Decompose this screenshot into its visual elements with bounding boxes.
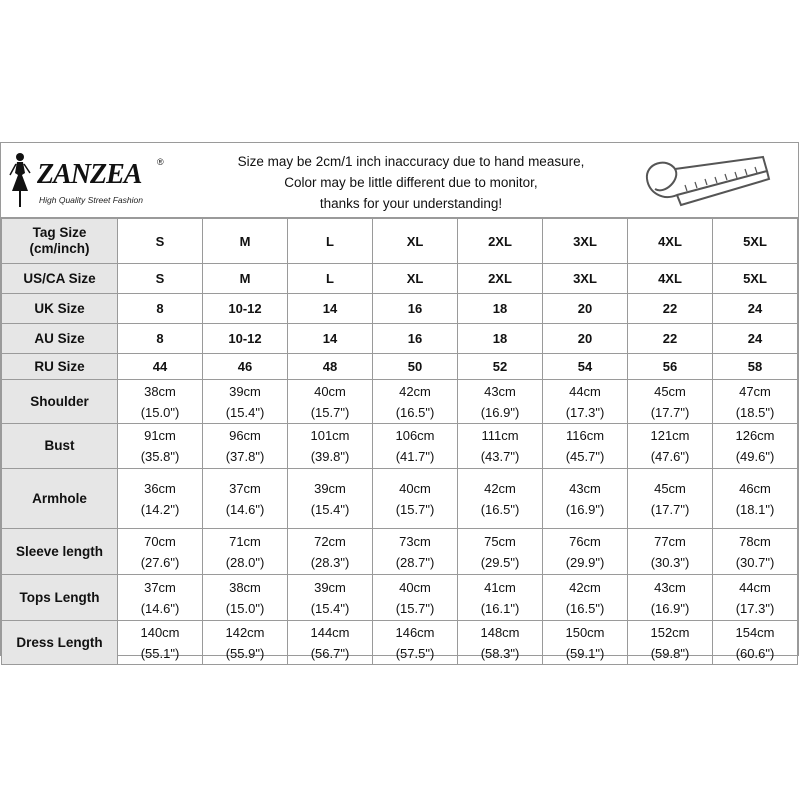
size-cell: 10-12 bbox=[203, 294, 288, 324]
inch-value: (17.7") bbox=[650, 404, 690, 420]
inch-value: (30.7") bbox=[735, 554, 775, 570]
measurement-cell bbox=[118, 424, 203, 469]
measurement-cell bbox=[713, 380, 798, 424]
cm-value: 106cm bbox=[395, 428, 435, 443]
inch-value: (15.0") bbox=[140, 404, 180, 420]
measurement-cell bbox=[373, 575, 458, 621]
inch-value: (15.7") bbox=[310, 404, 350, 420]
inch-value: (18.5") bbox=[735, 404, 775, 420]
measurement-cell bbox=[203, 621, 288, 665]
measurement-cell bbox=[458, 424, 543, 469]
inch-value: (43.7") bbox=[480, 449, 520, 464]
inch-value: (35.8") bbox=[140, 449, 180, 464]
cm-value: 42cm bbox=[484, 480, 516, 496]
cm-value: 75cm bbox=[484, 533, 516, 549]
row-label: RU Size bbox=[2, 354, 118, 380]
row-label: Sleeve length bbox=[2, 529, 118, 575]
measurement-cell bbox=[118, 380, 203, 424]
size-cell: 54 bbox=[543, 354, 628, 380]
measurement-cell bbox=[373, 424, 458, 469]
cm-value: 38cm bbox=[144, 383, 176, 399]
inch-value: (59.1") bbox=[565, 645, 605, 661]
cm-value: 148cm bbox=[480, 624, 520, 640]
brand-logo bbox=[7, 151, 167, 211]
inch-value: (16.5") bbox=[395, 404, 435, 420]
size-cell: 58 bbox=[713, 354, 798, 380]
measurement-cell bbox=[543, 529, 628, 575]
size-cell: 3XL bbox=[543, 219, 628, 264]
measurement-cell bbox=[203, 424, 288, 469]
inch-value: (14.6") bbox=[140, 600, 180, 616]
inch-value: (29.5") bbox=[480, 554, 520, 570]
inch-value: (14.2") bbox=[140, 501, 180, 517]
inch-value: (41.7") bbox=[395, 449, 435, 464]
inch-value: (28.0") bbox=[225, 554, 265, 570]
measurement-cell bbox=[628, 469, 713, 529]
measurement-cell bbox=[288, 575, 373, 621]
cm-value: 38cm bbox=[229, 579, 261, 595]
size-cell: 20 bbox=[543, 294, 628, 324]
size-row bbox=[2, 354, 798, 380]
measurement-cell bbox=[543, 380, 628, 424]
size-cell: 22 bbox=[628, 294, 713, 324]
cm-value: 152cm bbox=[650, 624, 690, 640]
measurement-cell bbox=[203, 469, 288, 529]
size-cell: L bbox=[288, 219, 373, 264]
inch-value: (29.9") bbox=[565, 554, 605, 570]
size-cell: XL bbox=[373, 264, 458, 294]
inch-value: (15.0") bbox=[225, 600, 265, 616]
inch-value: (17.3") bbox=[565, 404, 605, 420]
measurement-cell bbox=[713, 529, 798, 575]
cm-value: 40cm bbox=[399, 480, 431, 496]
measurement-cell bbox=[713, 424, 798, 469]
measurement-row bbox=[2, 380, 798, 424]
size-table bbox=[1, 218, 798, 665]
size-cell: 4XL bbox=[628, 264, 713, 294]
measurement-cell bbox=[543, 575, 628, 621]
measurement-cell bbox=[713, 469, 798, 529]
inch-value: (15.4") bbox=[310, 600, 350, 616]
cm-value: 40cm bbox=[399, 579, 431, 595]
inch-value: (57.5") bbox=[395, 645, 435, 661]
cm-value: 40cm bbox=[314, 383, 346, 399]
size-cell: 4XL bbox=[628, 219, 713, 264]
size-cell: 2XL bbox=[458, 219, 543, 264]
measurement-cell bbox=[543, 424, 628, 469]
measurement-row bbox=[2, 575, 798, 621]
size-cell: 24 bbox=[713, 324, 798, 354]
chart-header bbox=[1, 143, 798, 218]
cm-value: 111cm bbox=[481, 428, 519, 443]
row-label: Shoulder bbox=[2, 380, 118, 424]
size-cell: M bbox=[203, 219, 288, 264]
measurement-cell bbox=[373, 469, 458, 529]
size-cell: 22 bbox=[628, 324, 713, 354]
notice-line: Size may be 2cm/1 inch inaccuracy due to hand measure, bbox=[237, 154, 585, 169]
measuring-tape-icon bbox=[641, 149, 771, 213]
registered-mark: ® bbox=[157, 157, 164, 167]
cm-value: 44cm bbox=[739, 579, 771, 595]
size-cell: 48 bbox=[288, 354, 373, 380]
measurement-cell bbox=[373, 621, 458, 665]
size-cell: L bbox=[288, 264, 373, 294]
inch-value: (28.3") bbox=[310, 554, 350, 570]
inch-value: (55.1") bbox=[140, 645, 180, 661]
inch-value: (15.4") bbox=[225, 404, 265, 420]
measurement-cell bbox=[118, 469, 203, 529]
inch-value: (56.7") bbox=[310, 645, 350, 661]
inch-value: (39.8") bbox=[310, 449, 350, 464]
measurement-row bbox=[2, 621, 798, 665]
cm-value: 39cm bbox=[314, 480, 346, 496]
inch-value: (55.9") bbox=[225, 645, 265, 661]
size-row bbox=[2, 219, 798, 264]
cm-value: 126cm bbox=[735, 428, 775, 443]
cm-value: 154cm bbox=[735, 624, 775, 640]
cm-value: 121cm bbox=[650, 428, 690, 443]
cm-value: 71cm bbox=[229, 533, 261, 549]
measurement-cell bbox=[458, 621, 543, 665]
measurement-row bbox=[2, 424, 798, 469]
measurement-cell bbox=[458, 380, 543, 424]
measurement-cell bbox=[118, 621, 203, 665]
cm-value: 96cm bbox=[229, 428, 261, 443]
measurement-cell bbox=[373, 380, 458, 424]
row-label: Armhole bbox=[2, 469, 118, 529]
measurement-cell bbox=[628, 380, 713, 424]
inch-value: (16.5") bbox=[565, 600, 605, 616]
measurement-cell bbox=[458, 469, 543, 529]
inch-value: (37.8") bbox=[225, 449, 265, 464]
inch-value: (30.3") bbox=[650, 554, 690, 570]
size-chart bbox=[0, 142, 799, 661]
size-cell: M bbox=[203, 264, 288, 294]
inch-value: (14.6") bbox=[225, 501, 265, 517]
size-cell: 20 bbox=[543, 324, 628, 354]
inch-value: (15.7") bbox=[395, 600, 435, 616]
cm-value: 77cm bbox=[654, 533, 686, 549]
cm-value: 45cm bbox=[654, 480, 686, 496]
cm-value: 144cm bbox=[310, 624, 350, 640]
size-cell: 8 bbox=[118, 294, 203, 324]
size-row bbox=[2, 324, 798, 354]
cm-value: 76cm bbox=[569, 533, 601, 549]
row-label: US/CA Size bbox=[2, 264, 118, 294]
cm-value: 44cm bbox=[569, 383, 601, 399]
cm-value: 37cm bbox=[229, 480, 261, 496]
measurement-cell bbox=[118, 575, 203, 621]
cm-value: 91cm bbox=[144, 428, 176, 443]
size-row bbox=[2, 294, 798, 324]
row-label: Tag Size (cm/inch) bbox=[2, 219, 118, 264]
cm-value: 41cm bbox=[484, 579, 516, 595]
size-row bbox=[2, 264, 798, 294]
inch-value: (15.4") bbox=[310, 501, 350, 517]
measurement-row bbox=[2, 469, 798, 529]
inch-value: (17.3") bbox=[735, 600, 775, 616]
size-cell: S bbox=[118, 219, 203, 264]
row-label: Bust bbox=[2, 424, 118, 469]
size-cell: 10-12 bbox=[203, 324, 288, 354]
size-cell: 56 bbox=[628, 354, 713, 380]
cm-value: 101cm bbox=[310, 428, 350, 443]
size-cell: 2XL bbox=[458, 264, 543, 294]
size-cell: 5XL bbox=[713, 264, 798, 294]
cm-value: 72cm bbox=[314, 533, 346, 549]
cm-value: 142cm bbox=[225, 624, 265, 640]
size-cell: 18 bbox=[458, 324, 543, 354]
size-cell: 18 bbox=[458, 294, 543, 324]
inch-value: (16.9") bbox=[565, 501, 605, 517]
size-cell: 24 bbox=[713, 294, 798, 324]
notice-line: Color may be little different due to monitor, bbox=[284, 175, 538, 190]
notice-line: thanks for your understanding! bbox=[319, 196, 503, 211]
inch-value: (45.7") bbox=[565, 449, 605, 464]
cm-value: 37cm bbox=[144, 579, 176, 595]
inch-value: (49.6") bbox=[735, 449, 775, 464]
size-cell: 46 bbox=[203, 354, 288, 380]
inch-value: (16.9") bbox=[650, 600, 690, 616]
measurement-cell bbox=[118, 529, 203, 575]
measurement-cell bbox=[713, 575, 798, 621]
cm-value: 46cm bbox=[739, 480, 771, 496]
measurement-cell bbox=[288, 380, 373, 424]
cm-value: 140cm bbox=[140, 624, 180, 640]
measurement-cell bbox=[288, 621, 373, 665]
measurement-cell bbox=[628, 621, 713, 665]
size-cell: 14 bbox=[288, 324, 373, 354]
size-cell: 14 bbox=[288, 294, 373, 324]
measurement-cell bbox=[543, 469, 628, 529]
size-cell: 8 bbox=[118, 324, 203, 354]
cm-value: 146cm bbox=[395, 624, 435, 640]
inch-value: (16.5") bbox=[480, 501, 520, 517]
inch-value: (28.7") bbox=[395, 554, 435, 570]
measurement-cell bbox=[458, 575, 543, 621]
measurement-cell bbox=[203, 575, 288, 621]
cm-value: 73cm bbox=[399, 533, 431, 549]
cm-value: 70cm bbox=[144, 533, 176, 549]
measurement-cell bbox=[288, 469, 373, 529]
measurement-cell bbox=[628, 424, 713, 469]
cm-value: 78cm bbox=[739, 533, 771, 549]
cm-value: 116cm bbox=[565, 428, 605, 443]
inch-value: (59.8") bbox=[650, 645, 690, 661]
inch-value: (15.7") bbox=[395, 501, 435, 517]
cm-value: 43cm bbox=[484, 383, 516, 399]
brand-name: ZANZEA bbox=[37, 159, 142, 190]
size-cell: XL bbox=[373, 219, 458, 264]
measurement-cell bbox=[458, 529, 543, 575]
brand-tagline: High Quality Street Fashion bbox=[39, 195, 143, 205]
cm-value: 43cm bbox=[569, 480, 601, 496]
size-cell: 16 bbox=[373, 324, 458, 354]
inch-value: (47.6") bbox=[650, 449, 690, 464]
cm-value: 150cm bbox=[565, 624, 605, 640]
row-label: UK Size bbox=[2, 294, 118, 324]
inch-value: (18.1") bbox=[735, 501, 775, 517]
size-cell: 16 bbox=[373, 294, 458, 324]
size-cell: 44 bbox=[118, 354, 203, 380]
measurement-cell bbox=[543, 621, 628, 665]
size-cell: 5XL bbox=[713, 219, 798, 264]
inch-value: (17.7") bbox=[650, 501, 690, 517]
cm-value: 47cm bbox=[739, 383, 771, 399]
inch-value: (27.6") bbox=[140, 554, 180, 570]
cm-value: 45cm bbox=[654, 383, 686, 399]
inch-value: (58.3") bbox=[480, 645, 520, 661]
cm-value: 36cm bbox=[144, 480, 176, 496]
measurement-cell bbox=[203, 529, 288, 575]
size-cell: 3XL bbox=[543, 264, 628, 294]
cm-value: 39cm bbox=[229, 383, 261, 399]
measurement-cell bbox=[288, 529, 373, 575]
cm-value: 42cm bbox=[399, 383, 431, 399]
row-label: Tops Length bbox=[2, 575, 118, 621]
measurement-cell bbox=[713, 621, 798, 665]
woman-silhouette-icon bbox=[7, 151, 33, 209]
cm-value: 42cm bbox=[569, 579, 601, 595]
measurement-cell bbox=[628, 529, 713, 575]
size-cell: 50 bbox=[373, 354, 458, 380]
size-cell: S bbox=[118, 264, 203, 294]
row-label: AU Size bbox=[2, 324, 118, 354]
measurement-cell bbox=[288, 424, 373, 469]
cm-value: 43cm bbox=[654, 579, 686, 595]
cm-value: 39cm bbox=[314, 579, 346, 595]
inch-value: (16.1") bbox=[480, 600, 520, 616]
disclaimer-notice bbox=[196, 151, 626, 214]
measurement-row bbox=[2, 529, 798, 575]
inch-value: (16.9") bbox=[480, 404, 520, 420]
row-label: Dress Length bbox=[2, 621, 118, 665]
measurement-cell bbox=[203, 380, 288, 424]
inch-value: (60.6") bbox=[735, 645, 775, 661]
measurement-cell bbox=[373, 529, 458, 575]
size-cell: 52 bbox=[458, 354, 543, 380]
measurement-cell bbox=[628, 575, 713, 621]
